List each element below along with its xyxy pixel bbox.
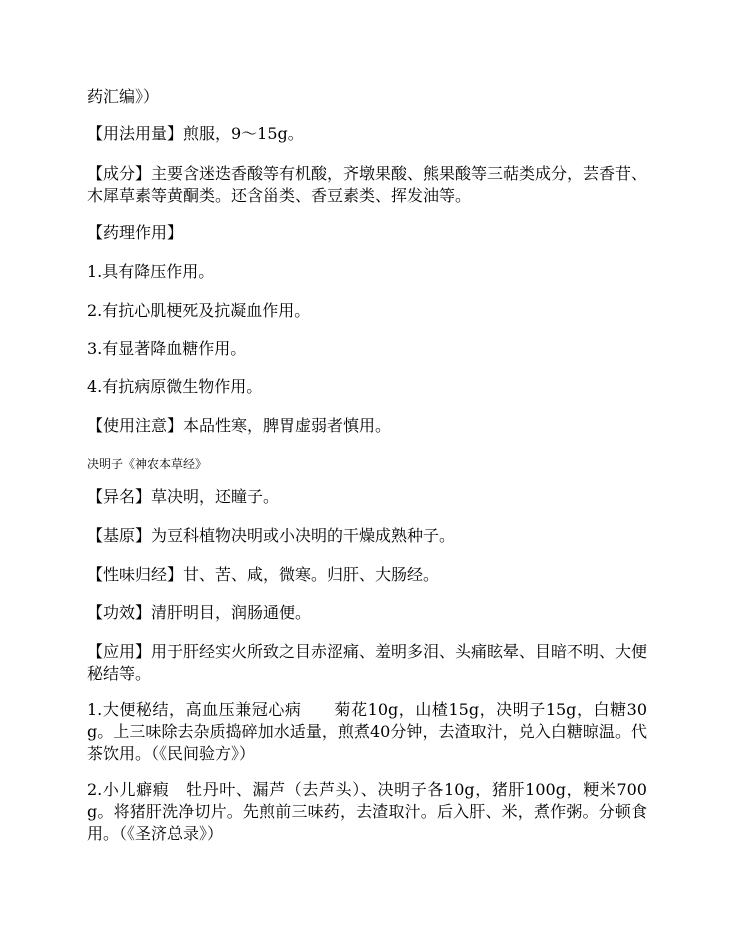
alias-line: 【异名】草决明，还瞳子。	[87, 487, 280, 506]
pharmacology-item-3: 3.有显著降血糖作用。	[87, 339, 247, 358]
nature-meridian-line: 【性味归经】甘、苦、咸，微寒。归肝、大肠经。	[87, 565, 440, 584]
pharmacology-item-4: 4.有抗病原微生物作用。	[87, 377, 263, 396]
section-title: 决明子《神农本草经》	[87, 457, 208, 471]
prescription-1-paragraph: 1.大便秘结，高血压兼冠心病 菊花10g，山楂15g，决明子15g，白糖30g。上三味除去杂质捣碎加水适量，煎煮40分钟，去渣取汁，兑入白糖晾温。代茶饮用。（《民间验方》）	[87, 700, 647, 763]
prescription-2-paragraph: 2.小儿癖瘕 牡丹叶、漏芦（去芦头）、决明子各10g，猪肝100g，粳米700g。将猪肝洗净切片。先煎前三味药，去渣取汁。后入肝、米，煮作粥。分顿食用。（《圣济总录》）	[87, 780, 647, 843]
usage-caution: 【使用注意】本品性寒，脾胃虚弱者慎用。	[87, 416, 392, 435]
pharmacology-item-2: 2.有抗心肌梗死及抗凝血作用。	[87, 301, 311, 320]
usage-dosage: 【用法用量】煎服，9～15g。	[87, 124, 304, 143]
origin-line: 【基原】为豆科植物决明或小决明的干燥成熟种子。	[87, 526, 456, 545]
ingredients-paragraph: 【成分】主要含迷迭香酸等有机酸，齐墩果酸、熊果酸等三萜类成分，芸香苷、木犀草素等黄酮类。还含甾类、香豆素类、挥发油等。	[87, 164, 648, 205]
application-paragraph: 【应用】用于肝经实火所致之目赤涩痛、羞明多泪、头痛眩晕、目暗不明、大便秘结等。	[87, 642, 648, 683]
pharmacology-heading: 【药理作用】	[87, 223, 184, 242]
text-line-continuation: 药汇编》）	[87, 87, 160, 106]
pharmacology-item-1: 1.具有降压作用。	[87, 262, 215, 281]
efficacy-line: 【功效】清肝明目，润肠通便。	[87, 603, 312, 622]
